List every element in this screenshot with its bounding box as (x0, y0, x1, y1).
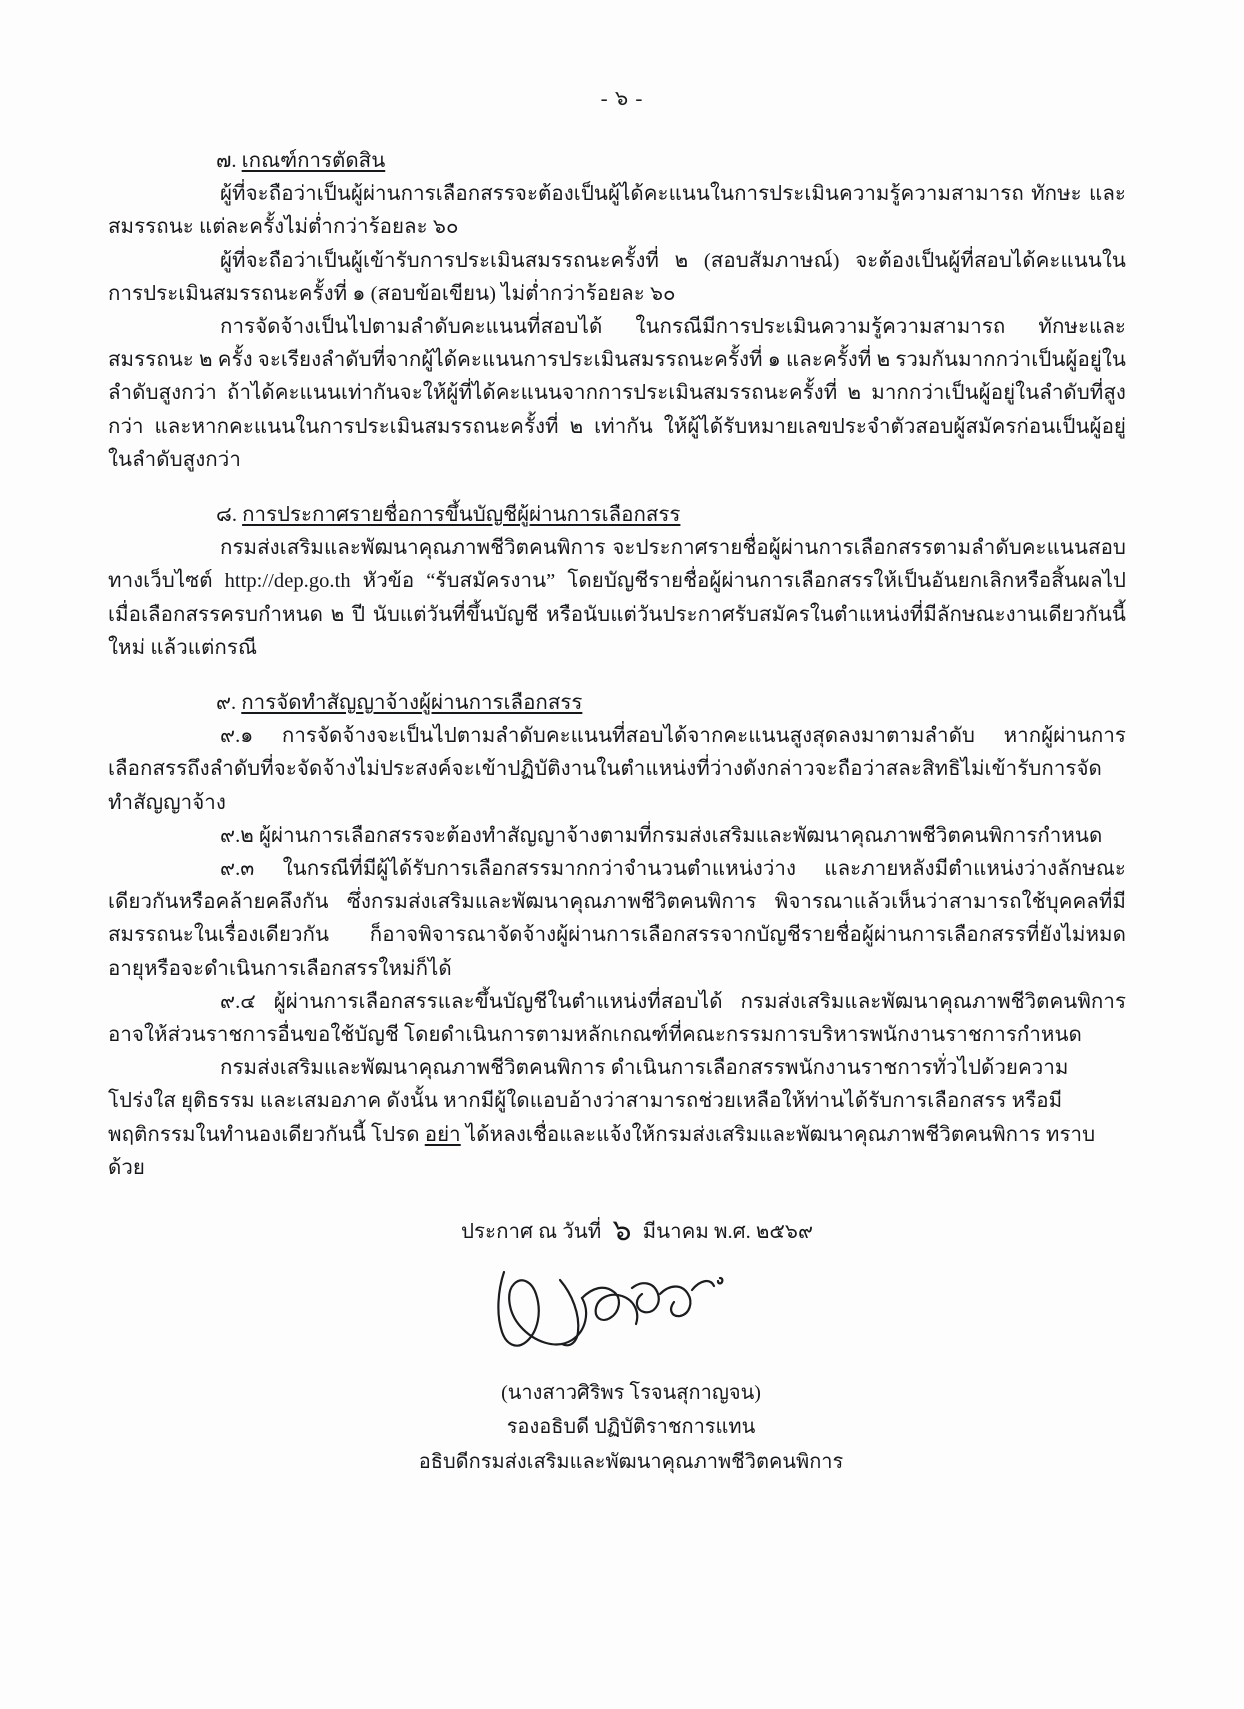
signer-name: (นางสาวศิริพร โรจนสุกาญจน) (501, 1382, 761, 1405)
section-number-9: ๙. (216, 692, 237, 715)
paragraph-criteria-3: การจัดจ้างเป็นไปตามลำดับคะแนนที่สอบได้ ในกรณีมีการประเมินความรู้ความสามารถ ทักษะและสมรรถนะ ๒ ครั้ง จะเรียงลำดับที่จากผู้ได้คะแนนการประเมินสมรรถนะครั้งที่ ๑ และครั้งที่ ๒ รวมกันมากกว่าเป็นผู้อยู่ในลำดับสูงกว่า ถ้าได้คะแนนเท่ากันจะให้ผู้ที่ได้คะแนนจากการประเมินสมรรถนะครั้งที่ ๒ มากกว่าเป็นผู้อยู่ในลำดับที่สูงกว่า และหากคะแนนในการประเมินสมรรถนะครั้งที่ ๒ เท่ากัน ให้ผู้ได้รับหมายเลขประจำตัวสอบผู้สมัครก่อนเป็นผู้อยู่ในลำดับสูงกว่า (108, 316, 1126, 471)
date-year: ๒๕๖๙ (755, 1221, 813, 1244)
section-heading-criteria (108, 145, 1126, 178)
date-month: มีนาคม (642, 1221, 709, 1244)
paragraph-contract-9-4: ๙.๔ ผู้ผ่านการเลือกสรรและขึ้นบัญชีในตำแหน่งที่สอบได้ กรมส่งเสริมและพัฒนาคุณภาพชีวิตคนพิการอาจให้ส่วนราชการอื่นขอใช้บัญชี โดยดำเนินการตามหลักเกณฑ์ที่คณะกรรมการบริหารพนักงานราชการกำหนด (108, 990, 1126, 1047)
closing-emphasis-word: อย่า (424, 1123, 461, 1146)
document-body (0, 145, 1244, 1479)
closing-text-part1: กรมส่งเสริมและพัฒนาคุณภาพชีวิตคนพิการ ดำเนินการเลือกสรรพนักงานราชการทั่วไปด้วยความโปร่งใส ยุติธรรม และเสมอภาค ดังนั้น หากมีผู้ใดแอบอ้างว่าสามารถช่วยเหลือให้ท่านได้รับการเลือกสรร หรือมีพฤติกรรมในทำนองเดียวกันนี้ โปรด (108, 1057, 1069, 1146)
section-number-7: ๗. (216, 150, 237, 172)
section-title-7: เกณฑ์การตัดสิน (241, 150, 386, 172)
paragraph-criteria-1: ผู้ที่จะถือว่าเป็นผู้ผ่านการเลือกสรรจะต้องเป็นผู้ได้คะแนนในการประเมินความรู้ความสามารถ ทักษะ และสมรรถนะ แต่ละครั้งไม่ต่ำกว่าร้อยละ ๖๐ (108, 183, 1126, 239)
date-day-handwritten: ๖ (612, 1213, 632, 1249)
section-heading-contract (108, 687, 1126, 720)
paragraph-announce-list-1: กรมส่งเสริมและพัฒนาคุณภาพชีวิตคนพิการ จะประกาศรายชื่อผู้ผ่านการเลือกสรรตามลำดับคะแนนสอบ ทางเว็บไซต์ http://dep.go.th หัวข้อ “รับสมัครงาน” โดยบัญชีรายชื่อผู้ผ่านการเลือกสรรให้เป็นอันยกเลิกหรือสิ้นผลไป เมื่อเลือกสรรครบกำหนด ๒ ปี นับแต่วันที่ขึ้นบัญชี หรือนับแต่วันประกาศรับสมัครในตำแหน่งที่มีลักษณะงานเดียวกันนี้ใหม่ แล้วแต่กรณี (108, 537, 1126, 659)
section-title-8: การประกาศรายชื่อการขึ้นบัญชีผู้ผ่านการเลือกสรร (242, 504, 681, 527)
signer-position-line2: อธิบดีกรมส่งเสริมและพัฒนาคุณภาพชีวิตคนพิการ (418, 1450, 844, 1473)
paragraph-contract-9-1: ๙.๑ การจัดจ้างจะเป็นไปตามลำดับคะแนนที่สอบได้จากคะแนนสูงสุดลงมาตามลำดับ หากผู้ผ่านการเลือกสรรถึงลำดับที่จะจัดจ้างไม่ประสงค์จะเข้าปฏิบัติงานในตำแหน่งที่ว่างดังกล่าวจะถือว่าสละสิทธิไม่เข้ารับการจัดทำสัญญาจ้าง (108, 725, 1126, 814)
section-title-9: การจัดทำสัญญาจ้างผู้ผ่านการเลือกสรร (241, 692, 583, 715)
section-number-8: ๘. (216, 504, 237, 527)
page-number: - ๖ - (600, 86, 644, 110)
paragraph-contract-9-2: ๙.๒ ผู้ผ่านการเลือกสรรจะต้องทำสัญญาจ้างตามที่กรมส่งเสริมและพัฒนาคุณภาพชีวิตคนพิการกำหนด (220, 824, 1103, 847)
paragraph-criteria-2: ผู้ที่จะถือว่าเป็นผู้เข้ารับการประเมินสมรรถนะครั้งที่ ๒ (สอบสัมภาษณ์) จะต้องเป็นผู้ที่สอบได้คะแนนในการประเมินสมรรถนะครั้งที่ ๑ (สอบข้อเขียน) ไม่ต่ำกว่าร้อยละ ๖๐ (108, 249, 1126, 305)
handwritten-signature-icon (464, 1254, 804, 1374)
signer-position-line1: รองอธิบดี ปฏิบัติราชการแทน (506, 1416, 756, 1439)
signature-names (108, 1376, 1126, 1479)
closing-text-part2: ได้หลงเชื่อและแจ้งให้กรมส่งเสริมและพัฒนาคุณภาพชีวิตคนพิการ ทราบด้วย (108, 1123, 1096, 1179)
signature-area (108, 1248, 1126, 1376)
date-year-prefix: พ.ศ. (714, 1221, 751, 1244)
date-prefix: ประกาศ ณ วันที่ (461, 1221, 602, 1244)
section-heading-announce-list (108, 499, 1126, 532)
announcement-date-line (108, 1215, 1126, 1248)
paragraph-closing-warning (108, 1052, 1126, 1185)
paragraph-contract-9-3: ๙.๓ ในกรณีที่มีผู้ได้รับการเลือกสรรมากกว่าจำนวนตำแหน่งว่าง และภายหลังมีตำแหน่งว่างลักษณะเดียวกันหรือคล้ายคลึงกัน ซึ่งกรมส่งเสริมและพัฒนาคุณภาพชีวิตคนพิการ พิจารณาแล้วเห็นว่าสามารถใช้บุคคลที่มีสมรรถนะในเรื่องเดียวกัน ก็อาจพิจารณาจัดจ้างผู้ผ่านการเลือกสรรจากบัญชีรายชื่อผู้ผ่านการเลือกสรรที่ยังไม่หมดอายุหรือจะดำเนินการเลือกสรรใหม่ก็ได้ (108, 858, 1126, 980)
